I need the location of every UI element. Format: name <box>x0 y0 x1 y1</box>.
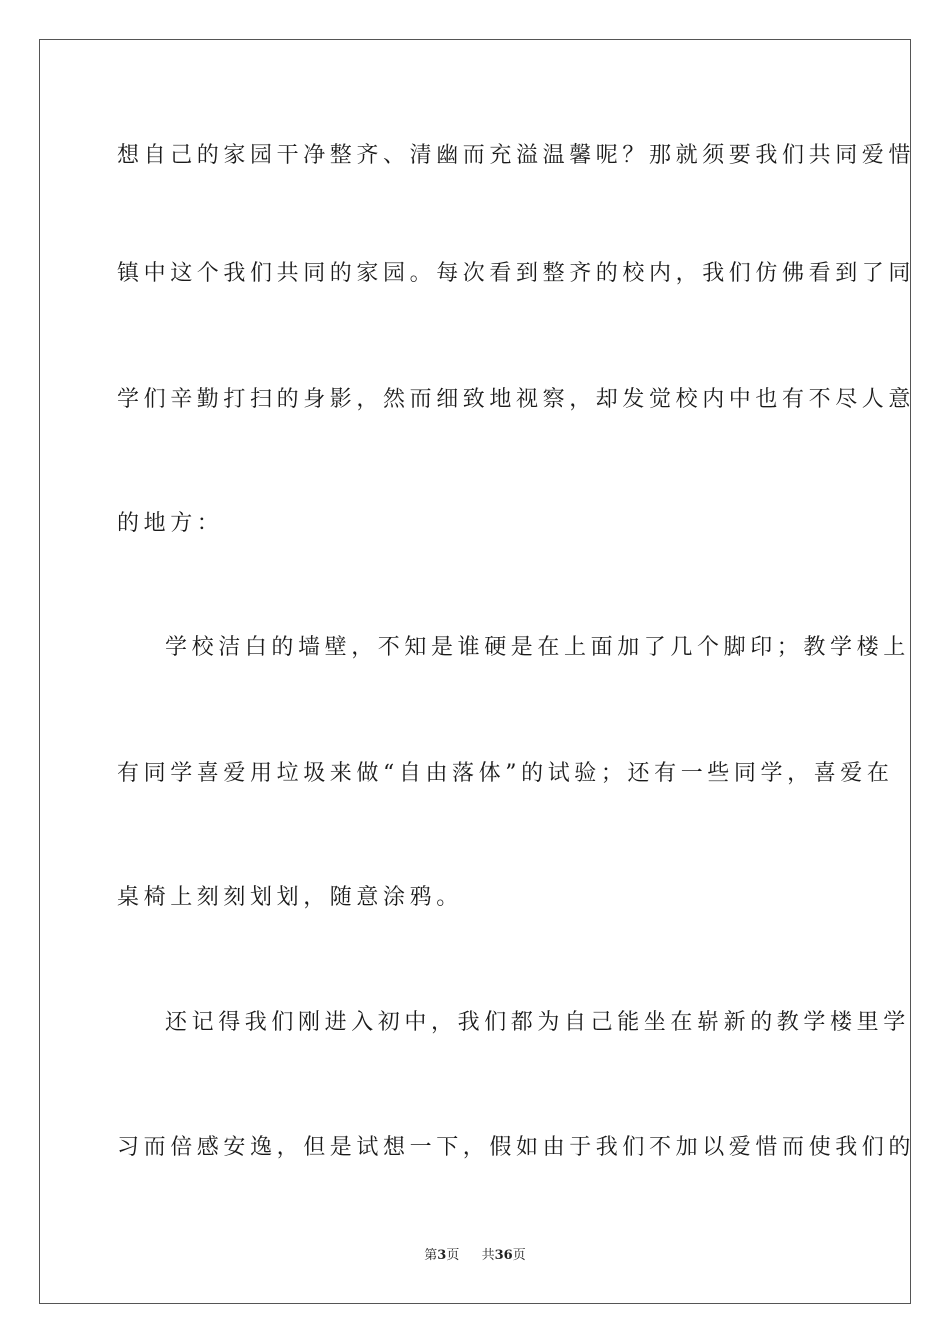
page-footer <box>0 1247 950 1265</box>
body-text-line: 桌椅上刻刻划划，随意涂鸦。 <box>117 885 463 910</box>
paragraph-first-line: 还记得我们刚进入初中，我们都为自己能坐在崭新的教学楼里学 <box>165 1010 910 1035</box>
body-text-line: 想自己的家园干净整齐、清幽而充溢温馨呢？那就须要我们共同爱惜 <box>117 143 916 168</box>
page-frame <box>39 39 916 1304</box>
body-text-line: 的地方： <box>117 511 224 536</box>
body-text-line: 镇中这个我们共同的家园。每次看到整齐的校内，我们仿佛看到了同 <box>117 261 916 286</box>
body-text-line: 习而倍感安逸，但是试想一下，假如由于我们不加以爱惜而使我们的 <box>117 1135 916 1160</box>
page-number-label: 第3页 <box>424 1248 460 1263</box>
body-text-line: 学们辛勤打扫的身影，然而细致地视察，却发觉校内中也有不尽人意 <box>117 387 916 412</box>
total-pages-label: 共36页 <box>481 1248 526 1263</box>
paragraph-first-line: 学校洁白的墙壁，不知是谁硬是在上面加了几个脚印；教学楼上 <box>165 635 910 660</box>
body-text-line: 有同学喜爱用垃圾来做“自由落体”的试验；还有一些同学，喜爱在 <box>117 761 894 786</box>
total-pages-number: 36 <box>494 1248 513 1263</box>
current-page-number: 3 <box>437 1248 447 1263</box>
